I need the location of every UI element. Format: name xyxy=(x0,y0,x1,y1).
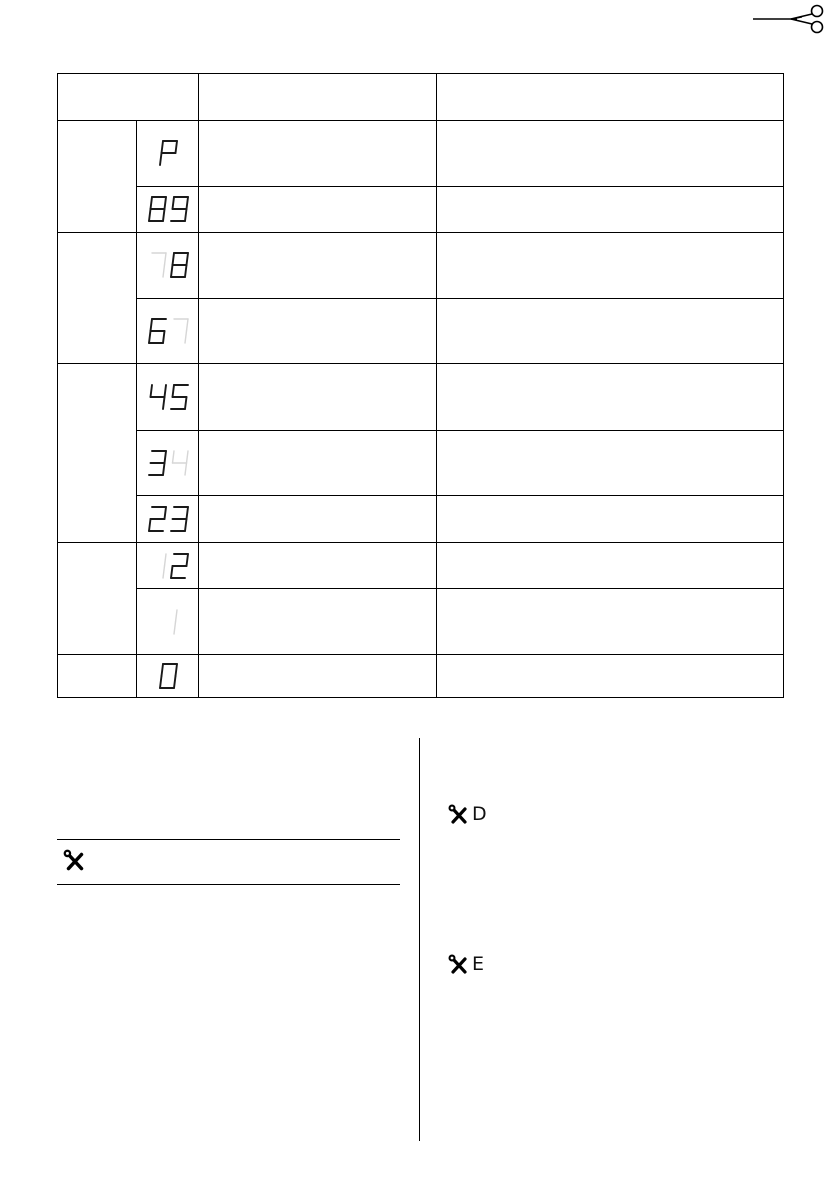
table-cell xyxy=(199,299,437,364)
table-cell xyxy=(437,496,784,543)
seven-segment-display xyxy=(145,550,191,582)
digit-segment xyxy=(186,319,188,331)
digit-segment xyxy=(172,385,174,397)
seven-segment-digit xyxy=(163,554,166,578)
digit-segment xyxy=(164,554,166,566)
digit-display xyxy=(137,543,199,589)
digit-display xyxy=(137,430,199,495)
table-cell xyxy=(199,121,437,186)
table-cell xyxy=(437,430,784,495)
seven-segment-display xyxy=(145,137,191,169)
digit-segment xyxy=(186,451,188,463)
table-cell xyxy=(437,232,784,298)
service-code-letter: D xyxy=(472,803,487,825)
group-cell xyxy=(58,654,137,697)
column-divider xyxy=(419,738,420,1141)
digit-segment xyxy=(186,197,188,209)
seven-segment-digit xyxy=(160,141,177,165)
power-level-table xyxy=(57,73,784,698)
seven-segment-digit xyxy=(171,253,188,277)
seven-segment-display xyxy=(145,249,191,281)
digit-display xyxy=(137,232,199,298)
digit-segment xyxy=(185,209,187,221)
header-cell xyxy=(199,74,437,121)
scissors-cut-line-icon xyxy=(753,4,827,34)
digit-segment xyxy=(186,253,188,265)
digit-segment xyxy=(150,385,152,397)
seven-segment-digit xyxy=(171,385,188,409)
digit-segment xyxy=(171,566,173,578)
table-row xyxy=(58,589,784,654)
digit-segment xyxy=(164,385,166,397)
table-cell xyxy=(437,186,784,232)
digit-segment xyxy=(161,664,163,676)
digit-segment xyxy=(164,451,166,463)
table-cell xyxy=(199,364,437,430)
seven-segment-digit xyxy=(171,554,188,578)
digit-segment xyxy=(185,331,187,343)
digit-segment xyxy=(172,451,174,463)
table-cell xyxy=(199,654,437,697)
digit-segment xyxy=(174,676,176,688)
digit-segment xyxy=(175,664,177,676)
table-row xyxy=(58,121,784,186)
seven-segment-display xyxy=(145,315,191,347)
seven-segment-display xyxy=(145,381,191,413)
table-cell xyxy=(437,121,784,186)
table-row xyxy=(58,186,784,232)
table-row xyxy=(58,430,784,495)
table-cell xyxy=(199,543,437,589)
digit-segment xyxy=(185,397,187,409)
digit-segment xyxy=(164,253,166,265)
digit-segment xyxy=(175,141,177,153)
table-row xyxy=(58,232,784,298)
digit-segment xyxy=(160,153,162,165)
seven-segment-display xyxy=(145,193,191,225)
seven-segment-digit xyxy=(149,319,166,343)
digit-display xyxy=(137,496,199,543)
seven-segment-digit xyxy=(172,451,188,475)
table-cell xyxy=(437,299,784,364)
digit-segment xyxy=(185,519,187,531)
digit-segment xyxy=(175,610,177,622)
digit-segment xyxy=(163,463,165,475)
digit-segment xyxy=(163,397,165,409)
digit-segment xyxy=(149,209,151,221)
table-cell xyxy=(199,232,437,298)
group-cell xyxy=(58,232,137,364)
digit-segment xyxy=(186,554,188,566)
table-row xyxy=(58,496,784,543)
seven-segment-digit xyxy=(149,197,166,221)
digit-segment xyxy=(186,507,188,519)
header-cell xyxy=(437,74,784,121)
seven-segment-digit xyxy=(150,385,166,409)
seven-segment-digit xyxy=(152,253,166,277)
digit-segment xyxy=(161,141,163,153)
table-cell xyxy=(199,430,437,495)
table-row xyxy=(58,543,784,589)
digit-segment xyxy=(174,622,176,634)
digit-segment xyxy=(149,519,151,531)
digit-display xyxy=(137,299,199,364)
rule-line xyxy=(57,839,400,840)
digit-segment xyxy=(163,566,165,578)
seven-segment-display xyxy=(145,503,191,535)
digit-display xyxy=(137,654,199,697)
group-cell xyxy=(58,121,137,233)
seven-segment-digit xyxy=(149,507,166,531)
seven-segment-display xyxy=(145,606,191,638)
rule-line xyxy=(57,884,400,885)
table-header-row xyxy=(58,74,784,121)
tool-icon xyxy=(447,953,471,977)
table-row xyxy=(58,364,784,430)
digit-segment xyxy=(163,209,165,221)
digit-segment xyxy=(150,197,152,209)
digit-display xyxy=(137,589,199,654)
digit-segment xyxy=(163,265,165,277)
digit-segment xyxy=(185,265,187,277)
digit-segment xyxy=(150,319,152,331)
digit-segment xyxy=(163,331,165,343)
seven-segment-digit xyxy=(174,610,177,634)
digit-segment xyxy=(172,197,174,209)
digit-display xyxy=(137,121,199,186)
digit-segment xyxy=(185,463,187,475)
table-cell xyxy=(199,589,437,654)
group-cell xyxy=(58,543,137,655)
digit-segment xyxy=(172,253,174,265)
table-cell xyxy=(437,543,784,589)
digit-segment xyxy=(149,331,151,343)
seven-segment-digit xyxy=(149,451,166,475)
table-cell xyxy=(199,496,437,543)
seven-segment-digit xyxy=(160,664,177,688)
tool-icon xyxy=(62,848,88,874)
seven-segment-display xyxy=(145,660,191,692)
tool-icon xyxy=(447,803,471,827)
table-cell xyxy=(199,186,437,232)
table-row xyxy=(58,299,784,364)
digit-segment xyxy=(164,507,166,519)
header-cell xyxy=(58,74,199,121)
seven-segment-digit xyxy=(171,197,188,221)
table-row xyxy=(58,654,784,697)
digit-segment xyxy=(171,265,173,277)
digit-display xyxy=(137,364,199,430)
seven-segment-digit xyxy=(174,319,188,343)
digit-display xyxy=(137,186,199,232)
seven-segment-digit xyxy=(171,507,188,531)
table-cell xyxy=(437,589,784,654)
table-cell xyxy=(437,364,784,430)
group-cell xyxy=(58,364,137,543)
seven-segment-display xyxy=(145,447,191,479)
service-code-letter: E xyxy=(472,953,485,975)
digit-segment xyxy=(164,197,166,209)
digit-segment xyxy=(160,676,162,688)
table-cell xyxy=(437,654,784,697)
